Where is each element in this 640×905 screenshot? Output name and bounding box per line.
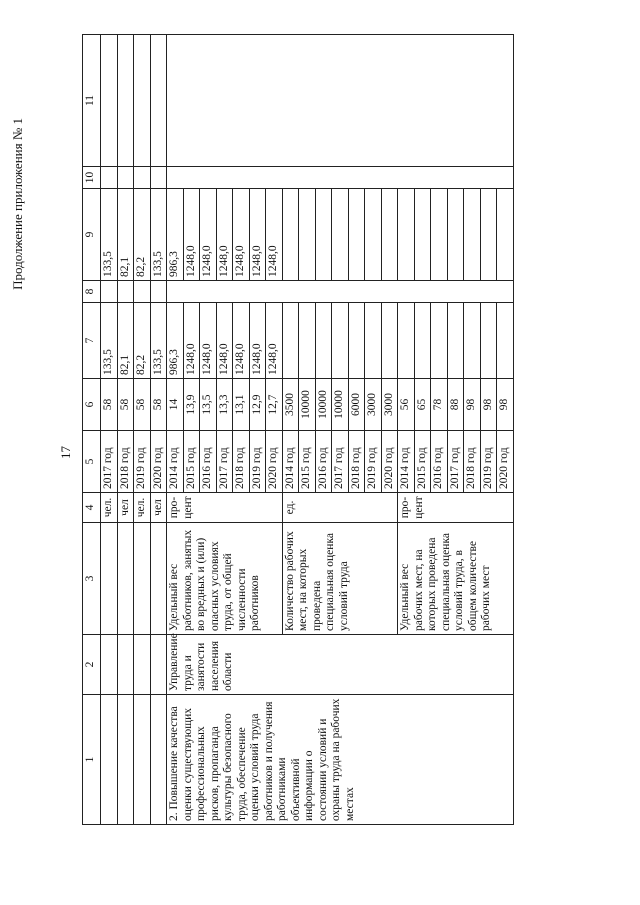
funding-cell: [414, 189, 431, 281]
year-cell: 2020 год: [497, 431, 514, 493]
indicator-name: Удельный вес работников, занятых во вредных и (или) опасных условиях труда, от общей численности работников: [167, 523, 283, 635]
table-cell: [167, 35, 514, 167]
funding-cell: 1248,0: [233, 189, 250, 281]
funding-cell: 1248,0: [216, 189, 233, 281]
funding-cell: 1248,0: [200, 303, 217, 379]
target-cell: 10000: [299, 379, 316, 431]
target-cell: 12,9: [249, 379, 266, 431]
table-cell: [101, 523, 118, 635]
table-cell: [134, 281, 151, 303]
table-cell: [117, 695, 134, 825]
funding-cell: [332, 189, 349, 281]
continuation-header: Продолжение приложения № 1: [10, 118, 25, 290]
page-number: 17: [58, 446, 73, 459]
year-cell: 2014 год: [282, 431, 299, 493]
funding-cell: [299, 303, 316, 379]
funding-cell: 1248,0: [266, 303, 283, 379]
funding-cell: 1248,0: [183, 189, 200, 281]
target-cell: 98: [480, 379, 497, 431]
funding-cell: 133,5: [101, 189, 118, 281]
program-table: [82, 34, 514, 825]
executor: Управление труда и занятости населения области: [167, 635, 514, 695]
col-head: 5: [83, 431, 101, 493]
funding-cell: [447, 303, 464, 379]
year-cell: 2015 год: [414, 431, 431, 493]
funding-cell: [299, 189, 316, 281]
target-cell: 3000: [365, 379, 382, 431]
funding-cell: 1248,0: [216, 303, 233, 379]
year-cell: 2019 год: [365, 431, 382, 493]
unit-cell: про-цент: [167, 493, 283, 523]
funding-cell: [464, 189, 481, 281]
target-cell: 98: [464, 379, 481, 431]
year-cell: 2017 год: [101, 431, 118, 493]
year-cell: 2017 год: [216, 431, 233, 493]
unit-cell: про-цент: [398, 493, 514, 523]
table-cell: [150, 167, 167, 189]
funding-cell: 1248,0: [249, 189, 266, 281]
table-cell: [167, 281, 514, 303]
funding-cell: [381, 189, 398, 281]
funding-cell: 133,5: [150, 189, 167, 281]
indicator-name: Количество рабочих мест, на которых проведена специальная оценка условий труда: [282, 523, 398, 635]
table-row: [150, 35, 167, 825]
table-cell: [101, 35, 118, 167]
target-cell: 13,1: [233, 379, 250, 431]
col-head: 7: [83, 303, 101, 379]
target-cell: 58: [150, 379, 167, 431]
year-cell: 2016 год: [200, 431, 217, 493]
year-cell: 2017 год: [332, 431, 349, 493]
table-cell: [134, 523, 151, 635]
table-cell: [134, 167, 151, 189]
year-cell: 2018 год: [464, 431, 481, 493]
table-row: [167, 35, 184, 825]
target-cell: 58: [101, 379, 118, 431]
target-cell: 58: [117, 379, 134, 431]
table-cell: [150, 523, 167, 635]
table-cell: [117, 635, 134, 695]
target-cell: 13,5: [200, 379, 217, 431]
funding-cell: [282, 303, 299, 379]
target-cell: 3000: [381, 379, 398, 431]
year-cell: 2018 год: [233, 431, 250, 493]
funding-cell: 1248,0: [249, 303, 266, 379]
year-cell: 2019 год: [134, 431, 151, 493]
funding-cell: 133,5: [150, 303, 167, 379]
year-cell: 2014 год: [398, 431, 415, 493]
measure-name: 2. Повышение качества оценки существующих профессиональных рисков, пропаганда культуры безопасного труда, обеспечение оценки условий труда работников и получения работниками объективной информации о состоянии условий и охраны труда на рабочих местах: [167, 695, 514, 825]
table-cell: [117, 167, 134, 189]
table-cell: [134, 695, 151, 825]
target-cell: 14: [167, 379, 184, 431]
table-row: [134, 35, 151, 825]
funding-cell: [315, 303, 332, 379]
funding-cell: [398, 189, 415, 281]
unit-cell: ед.: [282, 493, 398, 523]
target-cell: 56: [398, 379, 415, 431]
table-row: [117, 35, 134, 825]
funding-cell: 133,5: [101, 303, 118, 379]
funding-cell: 1248,0: [200, 189, 217, 281]
year-cell: 2018 год: [348, 431, 365, 493]
funding-cell: [480, 189, 497, 281]
funding-cell: 82,2: [134, 303, 151, 379]
year-cell: 2019 год: [249, 431, 266, 493]
target-cell: 65: [414, 379, 431, 431]
table-cell: [101, 635, 118, 695]
col-head: 6: [83, 379, 101, 431]
year-cell: 2014 год: [167, 431, 184, 493]
year-cell: 2018 год: [117, 431, 134, 493]
funding-cell: [365, 303, 382, 379]
target-cell: 88: [447, 379, 464, 431]
table-row: [101, 35, 118, 825]
year-cell: 2016 год: [315, 431, 332, 493]
funding-cell: 82,2: [134, 189, 151, 281]
table-cell: [150, 635, 167, 695]
funding-cell: [431, 189, 448, 281]
funding-cell: 986,3: [167, 189, 184, 281]
funding-cell: [497, 303, 514, 379]
funding-cell: [447, 189, 464, 281]
unit-cell: чел: [150, 493, 167, 523]
col-head: 2: [83, 635, 101, 695]
year-cell: 2015 год: [299, 431, 316, 493]
table-cell: [117, 35, 134, 167]
year-cell: 2017 год: [447, 431, 464, 493]
table-cell: [150, 695, 167, 825]
table-cell: [117, 523, 134, 635]
funding-cell: [497, 189, 514, 281]
year-cell: 2016 год: [431, 431, 448, 493]
target-cell: 13,3: [216, 379, 233, 431]
funding-cell: [332, 303, 349, 379]
funding-cell: [381, 303, 398, 379]
year-cell: 2020 год: [381, 431, 398, 493]
year-cell: 2020 год: [266, 431, 283, 493]
funding-cell: 986,3: [167, 303, 184, 379]
col-head: 9: [83, 189, 101, 281]
funding-cell: [414, 303, 431, 379]
target-cell: 10000: [315, 379, 332, 431]
table-cell: [134, 635, 151, 695]
funding-cell: [398, 303, 415, 379]
table-cell: [150, 281, 167, 303]
funding-cell: [348, 189, 365, 281]
table-cell: [101, 281, 118, 303]
funding-cell: [365, 189, 382, 281]
col-head: 1: [83, 695, 101, 825]
col-head: 10: [83, 167, 101, 189]
funding-cell: [348, 303, 365, 379]
col-head: 3: [83, 523, 101, 635]
col-head: 8: [83, 281, 101, 303]
col-head: 11: [83, 35, 101, 167]
unit-cell: чел.: [101, 493, 118, 523]
table-cell: [117, 281, 134, 303]
funding-cell: [315, 189, 332, 281]
funding-cell: 1248,0: [233, 303, 250, 379]
table-cell: [167, 167, 514, 189]
funding-cell: 82,1: [117, 303, 134, 379]
target-cell: 10000: [332, 379, 349, 431]
target-cell: 12,7: [266, 379, 283, 431]
funding-cell: 1248,0: [266, 189, 283, 281]
target-cell: 3500: [282, 379, 299, 431]
indicator-name: Удельный вес рабочих мест, на которых проведена специальная оценка условий труда, в общем количестве рабочих мест: [398, 523, 514, 635]
table-cell: [134, 35, 151, 167]
table-cell: [101, 695, 118, 825]
unit-cell: чел: [117, 493, 134, 523]
funding-cell: 82,1: [117, 189, 134, 281]
target-cell: 98: [497, 379, 514, 431]
funding-cell: [282, 189, 299, 281]
target-cell: 58: [134, 379, 151, 431]
funding-cell: [431, 303, 448, 379]
year-cell: 2020 год: [150, 431, 167, 493]
column-number-row: [83, 35, 101, 825]
table-cell: [150, 35, 167, 167]
target-cell: 6000: [348, 379, 365, 431]
col-head: 4: [83, 493, 101, 523]
year-cell: 2019 год: [480, 431, 497, 493]
target-cell: 13,9: [183, 379, 200, 431]
funding-cell: [464, 303, 481, 379]
year-cell: 2015 год: [183, 431, 200, 493]
unit-cell: чел.: [134, 493, 151, 523]
funding-cell: 1248,0: [183, 303, 200, 379]
target-cell: 78: [431, 379, 448, 431]
table-cell: [101, 167, 118, 189]
funding-cell: [480, 303, 497, 379]
